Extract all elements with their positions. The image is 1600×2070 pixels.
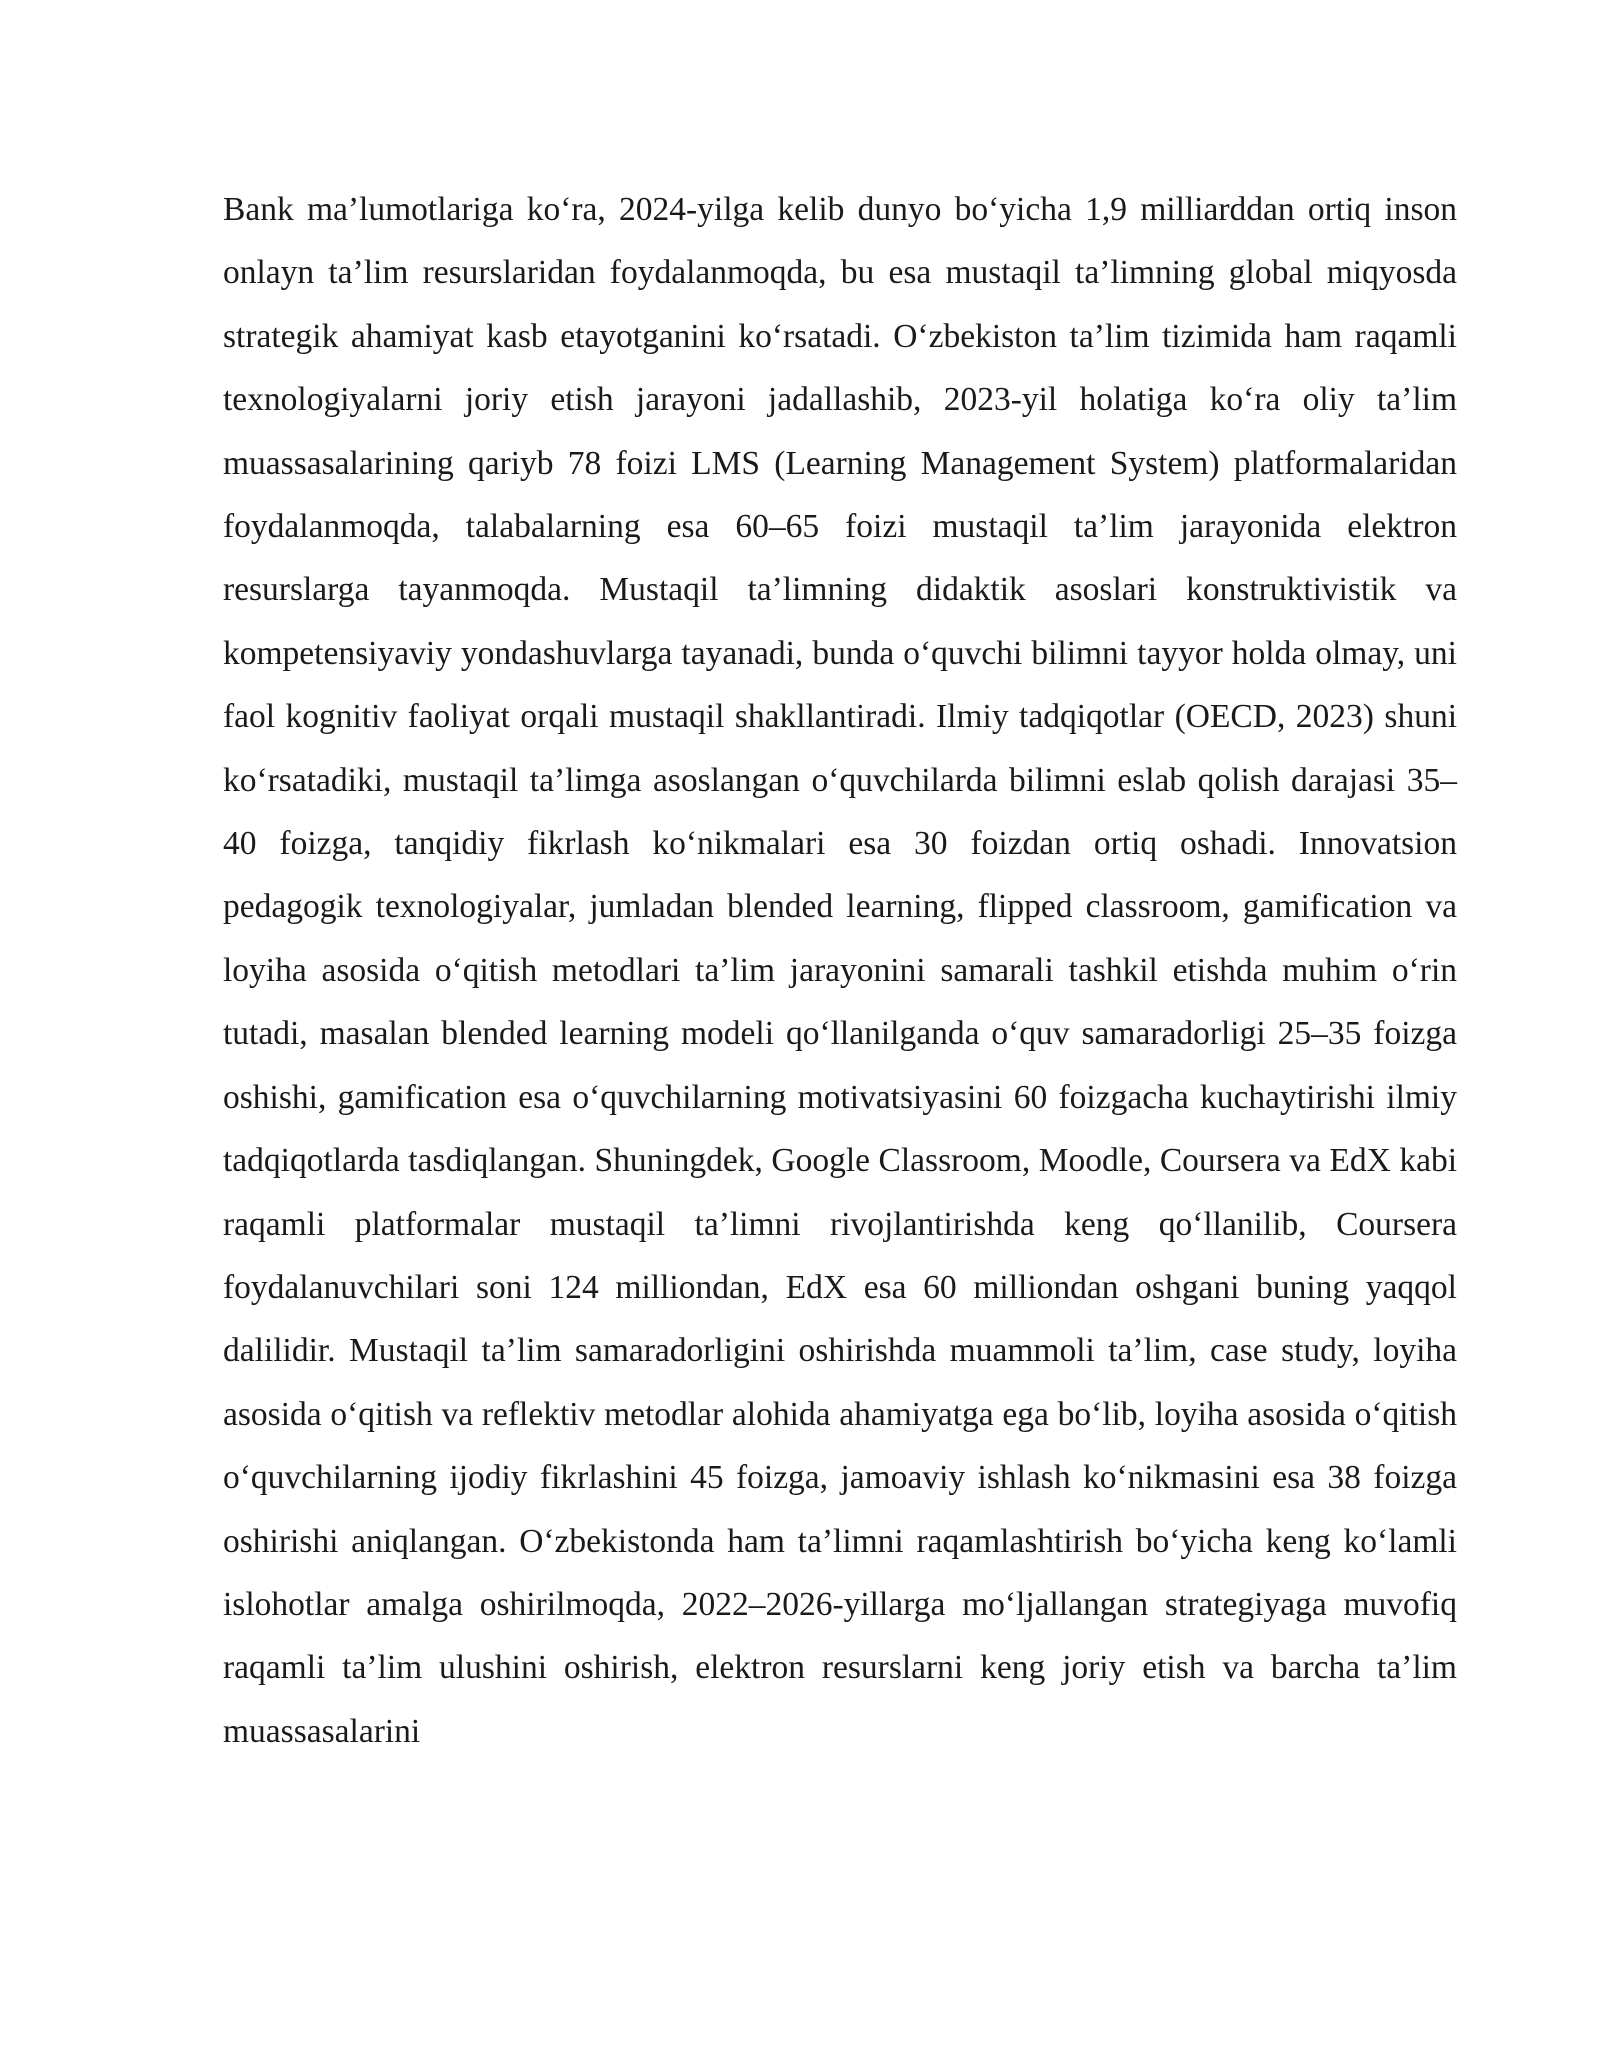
- body-paragraph: Bank ma’lumotlariga ko‘ra, 2024-yilga kelib dunyo bo‘yicha 1,9 milliarddan ortiq inson onlayn ta’lim resurslaridan foydalanmoqda, bu esa mustaqil ta’limning global miqyosda strategik ahamiyat kasb etayotganini ko‘rsatadi. O‘zbekiston ta’lim tizimida ham raqamli texnologiyalarni joriy etish jarayoni jadallashib, 2023-yil holatiga ko‘ra oliy ta’lim muassasalarining qariyb 78 foizi LMS (Learning Management System) platformalaridan foydalanmoqda, talabalarning esa 60–65 foizi mustaqil ta’lim jarayonida elektron resurslarga tayanmoqda. Mustaqil ta’limning didaktik asoslari konstruktivistik va kompetensiyaviy yondashuvlarga tayanadi, bunda o‘quvchi bilimni tayyor holda olmay, uni faol kognitiv faoliyat orqali mustaqil shakllantiradi. Ilmiy tadqiqotlar (OECD, 2023) shuni ko‘rsatadiki, mustaqil ta’limga asoslangan o‘quvchilarda bilimni eslab qolish darajasi 35–40 foizga, tanqidiy fikrlash ko‘nikmalari esa 30 foizdan ortiq oshadi. Innovatsion pedagogik texnologiyalar, jumladan blended learning, flipped classroom, gamification va loyiha asosida o‘qitish metodlari ta’lim jarayonini samarali tashkil etishda muhim o‘rin tutadi, masalan blended learning modeli qo‘llanilganda o‘quv samaradorligi 25–35 foizga oshishi, gamification esa o‘quvchilarning motivatsiyasini 60 foizgacha kuchaytirishi ilmiy tadqiqotlarda tasdiqlangan. Shuningdek, Google Classroom, Moodle, Coursera va EdX kabi raqamli platformalar mustaqil ta’limni rivojlantirishda keng qo‘llanilib, Coursera foydalanuvchilari soni 124 milliondan, EdX esa 60 milliondan oshgani buning yaqqol dalilidir. Mustaqil ta’lim samaradorligini oshirishda muammoli ta’lim, case study, loyiha asosida o‘qitish va reflektiv metodlar alohida ahamiyatga ega bo‘lib, loyiha asosida o‘qitish o‘quvchilarning ijodiy fikrlashini 45 foizga, jamoaviy ishlash ko‘nikmasini esa 38 foizga oshirishi aniqlangan. O‘zbekistonda ham ta’limni raqamlashtirish bo‘yicha keng ko‘lamli islohotlar amalga oshirilmoqda, 2022–2026-yillarga mo‘ljallangan strategiyaga muvofiq raqamli ta’lim ulushini oshirish, elektron resurslarni keng joriy etish va barcha ta’lim muassasalarini: [223, 191, 1457, 1750]
